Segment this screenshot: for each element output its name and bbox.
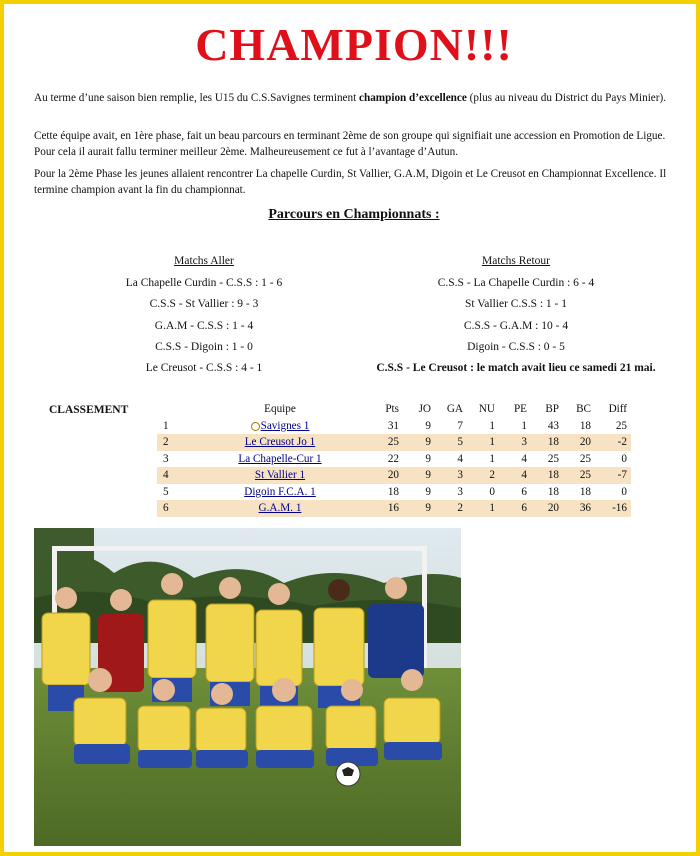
team-link[interactable]: Digoin F.C.A. 1 <box>244 485 316 498</box>
row-bp: 43 <box>547 419 559 432</box>
row-team-cell <box>193 500 367 517</box>
row-pe: 3 <box>495 434 527 451</box>
row-ga: 3 <box>457 485 463 498</box>
team-photo-illustration <box>34 528 461 846</box>
row-jo: 9 <box>425 419 431 432</box>
row-pe: 4 <box>495 467 527 484</box>
ranking-header-row <box>157 401 631 418</box>
team-link[interactable]: Savignes 1 <box>260 419 310 432</box>
row-jo: 9 <box>399 434 431 451</box>
row-diff: -2 <box>591 434 631 451</box>
ranking-table <box>157 401 631 517</box>
row-jo: 9 <box>399 467 431 484</box>
header-diff: Diff <box>608 403 627 416</box>
match-aller-4: C.S.S - Digoin : 1 - 0 <box>155 340 253 353</box>
row-diff: 25 <box>615 419 627 432</box>
row-diff: 0 <box>621 452 627 465</box>
intro-paragraph <box>34 90 679 106</box>
row-ga: 4 <box>457 452 463 465</box>
classement-label: CLASSEMENT <box>49 404 129 416</box>
header-equipe: Equipe <box>264 403 296 416</box>
phase2-paragraph: Pour la 2ème Phase les jeunes allaient rencontrer La chapelle Curdin, St Vallier, G.A.M, Digoin et Le Creusot en Championnat Excellence. Il termine champion avant la fin du championnat. <box>34 168 667 196</box>
match-retour-4: Digoin - C.S.S : 0 - 5 <box>467 340 565 353</box>
row-bp: 20 <box>527 500 559 517</box>
row-pos: 1 <box>163 419 169 432</box>
row-bc: 36 <box>559 500 591 517</box>
row-nu: 1 <box>463 434 495 451</box>
row-ga: 2 <box>431 500 463 517</box>
table-row <box>157 418 631 435</box>
team-link[interactable]: G.A.M. 1 <box>258 502 302 515</box>
match-aller-3: G.A.M - C.S.S : 1 - 4 <box>154 319 254 332</box>
row-diff: -16 <box>591 500 631 517</box>
row-pos: 3 <box>163 452 169 465</box>
row-jo: 9 <box>425 452 431 465</box>
header-pe: PE <box>513 403 527 416</box>
table-row <box>157 467 631 484</box>
header-nu: NU <box>478 403 495 416</box>
intro-text: Au terme d’une saison bien remplie, les U15 du C.S.Savignes terminent <box>34 92 360 104</box>
row-jo: 9 <box>399 500 431 517</box>
row-team-cell <box>193 434 367 451</box>
row-pts: 20 <box>367 467 399 484</box>
intro-bold-text: champion d’excellence <box>359 92 467 104</box>
match-aller-1: La Chapelle Curdin - C.S.S : 1 - 6 <box>125 277 283 289</box>
intro-text-end: (plus au niveau du District du Pays Minier). <box>466 92 667 104</box>
row-pe: 6 <box>521 485 527 498</box>
team-link[interactable]: La Chapelle-Cur 1 <box>238 452 322 465</box>
table-row <box>157 484 631 501</box>
row-diff: -7 <box>591 467 631 484</box>
team-photo <box>34 528 461 846</box>
match-aller-5: Le Creusot - C.S.S : 4 - 1 <box>145 362 263 375</box>
row-ga: 7 <box>457 419 463 432</box>
row-ga: 5 <box>431 434 463 451</box>
table-row <box>157 451 631 468</box>
section-title: Parcours en Championnats : <box>268 207 440 222</box>
page-title: CHAMPION!!! <box>195 19 513 70</box>
table-row <box>157 434 631 451</box>
row-pos: 4 <box>157 467 193 484</box>
row-bp: 18 <box>527 467 559 484</box>
matchs-retour-header: Matchs Retour <box>481 255 551 267</box>
row-team-cell <box>193 451 367 468</box>
row-pts: 25 <box>367 434 399 451</box>
row-bc: 18 <box>579 419 591 432</box>
row-pts: 16 <box>367 500 399 517</box>
row-pts: 18 <box>387 485 399 498</box>
row-bp: 18 <box>527 434 559 451</box>
row-bc: 20 <box>559 434 591 451</box>
team-link[interactable]: St Vallier 1 <box>254 469 306 482</box>
match-retour-3: C.S.S - G.A.M : 10 - 4 <box>463 319 569 332</box>
row-pts: 22 <box>387 452 399 465</box>
row-pos: 6 <box>157 500 193 517</box>
row-diff: 0 <box>621 485 627 498</box>
match-retour-5: C.S.S - Le Creusot : le match avait lieu ce samedi 21 mai. <box>376 362 656 375</box>
matchs-aller-header: Matchs Aller <box>174 255 234 267</box>
match-retour-1: C.S.S - La Chapelle Curdin : 6 - 4 <box>437 277 595 289</box>
row-pe: 6 <box>495 500 527 517</box>
match-aller-2: C.S.S - St Vallier : 9 - 3 <box>149 298 259 311</box>
row-pts: 31 <box>387 419 399 432</box>
row-nu: 1 <box>489 452 495 465</box>
phase1-paragraph: Cette équipe avait, en 1ère phase, fait un beau parcours en terminant 2ème de son groupe qui signifiait une accession en Promotion de Ligue. Pour cela il aurait fallu terminer meilleur 2ème. Malheureusement ce fut à l’avantage d’Autun. <box>34 130 666 158</box>
matchs-retour <box>356 254 676 382</box>
row-bc: 18 <box>579 485 591 498</box>
row-pos: 5 <box>163 485 169 498</box>
header-jo: JO <box>418 403 431 416</box>
match-retour-2: St Vallier C.S.S : 1 - 1 <box>464 298 568 311</box>
row-team-cell <box>193 467 367 484</box>
row-pe: 1 <box>521 419 527 432</box>
row-bc: 25 <box>579 452 591 465</box>
row-nu: 0 <box>489 485 495 498</box>
row-nu: 2 <box>463 467 495 484</box>
table-row <box>157 500 631 517</box>
header-ga: GA <box>446 403 463 416</box>
soccer-ball-icon <box>251 422 260 431</box>
row-nu: 1 <box>463 500 495 517</box>
matchs-aller <box>44 254 364 382</box>
row-bc: 25 <box>559 467 591 484</box>
header-pts: Pts <box>385 403 399 416</box>
team-link[interactable]: Le Creusot Jo 1 <box>244 436 316 449</box>
header-bp: BP <box>545 403 559 416</box>
row-bp: 18 <box>547 485 559 498</box>
row-bp: 25 <box>547 452 559 465</box>
row-pe: 4 <box>521 452 527 465</box>
row-ga: 3 <box>431 467 463 484</box>
row-nu: 1 <box>489 419 495 432</box>
row-team-cell <box>193 418 367 435</box>
row-jo: 9 <box>425 485 431 498</box>
row-pos: 2 <box>157 434 193 451</box>
row-team-cell <box>193 484 367 501</box>
header-bc: BC <box>576 403 591 416</box>
